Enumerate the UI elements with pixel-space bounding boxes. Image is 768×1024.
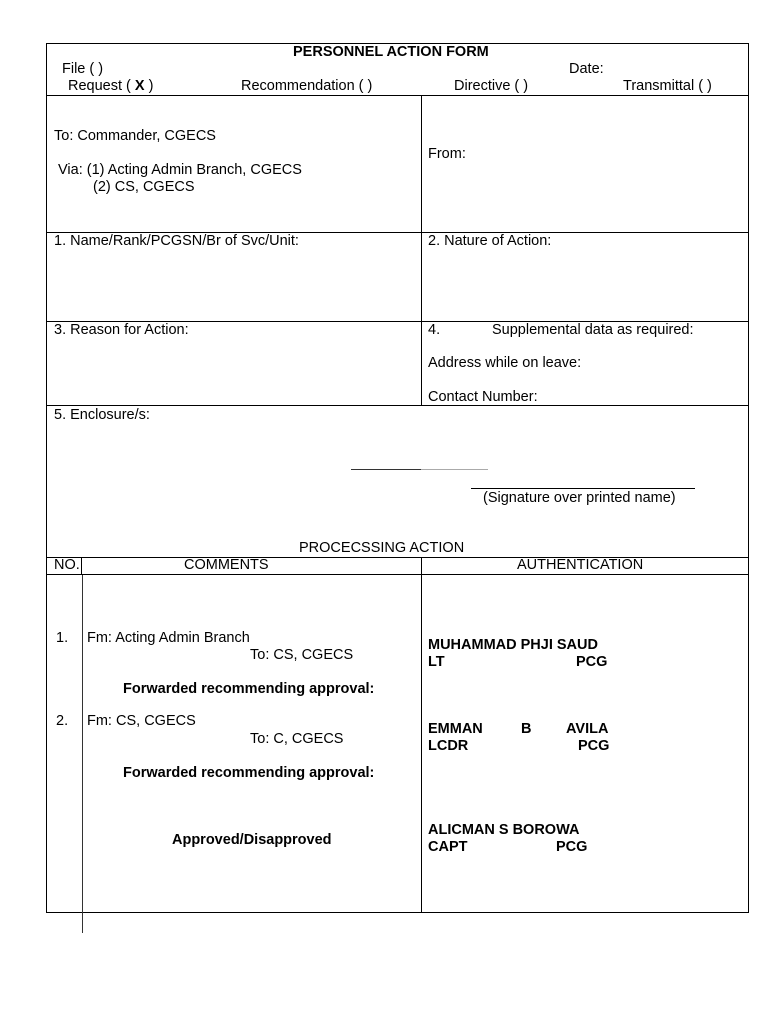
processing-title: PROCECSSING ACTION: [299, 540, 465, 556]
row-3-auth-svc: PCG: [556, 839, 588, 855]
to-line: To: Commander, CGECS: [54, 128, 216, 144]
field-1-label: 1. Name/Rank/PCGSN/Br of Svc/Unit:: [54, 233, 299, 249]
row-3-auth-name: ALICMAN S BOROWA: [428, 822, 580, 838]
row-2-remark: Forwarded recommending approval:: [123, 765, 375, 781]
recommendation-option: Recommendation ( ): [241, 78, 373, 94]
directive-option: Directive ( ): [454, 78, 529, 94]
rule-fields-3-4: [46, 405, 749, 406]
file-label: File ( ): [62, 61, 104, 77]
row-1-from: Fm: Acting Admin Branch: [87, 630, 250, 646]
via-line-2: (2) CS, CGECS: [93, 179, 195, 195]
row-2-auth-name-last: AVILA: [566, 721, 609, 737]
row-2-to: To: C, CGECS: [250, 731, 344, 747]
row-2-from: Fm: CS, CGECS: [87, 713, 196, 729]
row-2-auth-name-first: EMMAN: [428, 721, 483, 737]
request-option: [68, 78, 153, 95]
date-label: Date:: [569, 61, 604, 77]
column-no: NO.: [54, 557, 80, 573]
field-2-label: 2. Nature of Action:: [428, 233, 552, 249]
row-1-to: To: CS, CGECS: [250, 647, 354, 663]
rule-header: [46, 95, 749, 96]
signature-line: [471, 488, 695, 489]
form-title: PERSONNEL ACTION FORM: [293, 44, 489, 60]
row-2-number: 2.: [56, 713, 69, 729]
row-1-number: 1.: [56, 630, 69, 646]
field-3-label: 3. Reason for Action:: [54, 322, 189, 338]
field-4-label: Supplemental data as required:: [492, 322, 694, 338]
row-2-auth-name-mid: B: [521, 721, 532, 737]
via-line-1: Via: (1) Acting Admin Branch, CGECS: [58, 162, 302, 178]
divider-lower: [421, 557, 422, 913]
transmittal-option: Transmittal ( ): [623, 78, 712, 94]
address-label: Address while on leave:: [428, 355, 582, 371]
row-3-remark: Approved/Disapproved: [172, 832, 332, 848]
row-2-auth-svc: PCG: [578, 738, 610, 754]
row-1-auth-rank: LT: [428, 654, 445, 670]
divider-no-column: [81, 557, 82, 575]
column-comments: COMMENTS: [184, 557, 269, 573]
enclosure-line-right: [421, 469, 488, 470]
field-4-number: 4.: [428, 322, 441, 338]
column-authentication: AUTHENTICATION: [517, 557, 644, 573]
no-column-mark: [82, 575, 83, 933]
signature-caption: (Signature over printed name): [483, 490, 676, 506]
contact-label: Contact Number:: [428, 389, 538, 405]
row-2-auth-rank: LCDR: [428, 738, 469, 754]
row-3-auth-rank: CAPT: [428, 839, 468, 855]
request-mark: X: [134, 78, 145, 94]
divider-upper: [421, 95, 422, 406]
rule-processing-title: [46, 557, 749, 558]
row-1-auth-svc: PCG: [576, 654, 608, 670]
row-1-auth-name: MUHAMMAD PHJI SAUD: [428, 637, 598, 653]
enclosure-line-left: [351, 469, 421, 470]
from-label: From:: [428, 146, 466, 162]
request-label: Request (: [68, 78, 135, 94]
row-1-remark: Forwarded recommending approval:: [123, 681, 375, 697]
field-5-label: 5. Enclosure/s:: [54, 407, 150, 423]
request-close: ): [144, 78, 154, 94]
rule-processing-header: [46, 574, 749, 575]
